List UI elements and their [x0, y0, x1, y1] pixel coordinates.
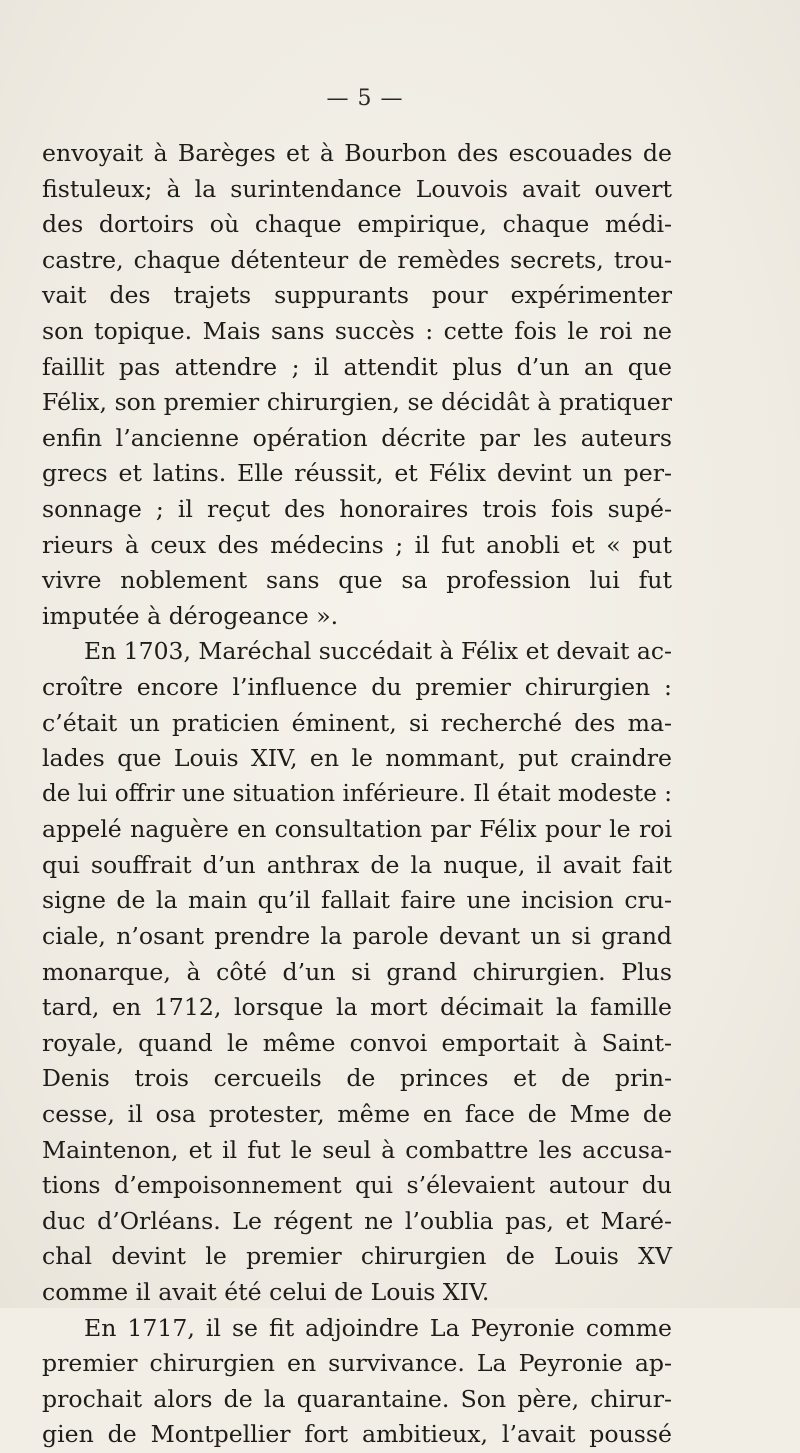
text-line: son topique. Mais sans succès : cette fois le roi ne	[42, 316, 672, 345]
text-line: chal devint le premier chirurgien de Louis XV	[42, 1242, 672, 1271]
text-line: fistuleux; à la surintendance Louvois avait ouvert	[42, 174, 672, 203]
text-line: cesse, il osa protester, même en face de Mme de	[42, 1100, 672, 1129]
text-line: imputée à dérogeance ».	[42, 601, 339, 630]
text-line: prochait alors de la quarantaine. Son père, chirur-	[42, 1384, 672, 1413]
text-line: des dortoirs où chaque empirique, chaque médi-	[42, 210, 672, 239]
text-line: grecs et latins. Elle réussit, et Félix devint un per-	[42, 459, 672, 488]
text-line: signe de la main qu’il fallait faire une incision cru-	[42, 886, 672, 915]
text-line: appelé naguère en consultation par Félix pour le roi	[42, 815, 672, 844]
text-line: croître encore l’influence du premier chirurgien :	[42, 672, 672, 701]
text-line: duc d’Orléans. Le régent ne l’oublia pas, et Maré-	[42, 1206, 672, 1235]
text-line: gien de Montpellier fort ambitieux, l’avait poussé	[42, 1420, 672, 1449]
text-line: royale, quand le même convoi emportait à Saint-	[42, 1028, 672, 1057]
text-line: c’était un praticien éminent, si recherché des ma-	[42, 708, 672, 737]
paragraph	[42, 136, 672, 634]
text-line: enfin l’ancienne opération décrite par les auteurs	[42, 423, 672, 452]
text-line: monarque, à côté d’un si grand chirurgien. Plus	[42, 957, 672, 986]
text-line: castre, chaque détenteur de remèdes secrets, trou-	[42, 245, 672, 274]
text-line: sonnage ; il reçut des honoraires trois fois supé-	[42, 494, 672, 523]
text-line: rieurs à ceux des médecins ; il fut anobli et « put	[42, 530, 672, 559]
text-line: En 1717, il se fit adjoindre La Peyronie comme	[84, 1313, 672, 1342]
text-line: vivre noblement sans que sa profession lui fut	[42, 566, 672, 595]
text-line: envoyait à Barèges et à Bourbon des escouades de	[42, 139, 672, 167]
text-line: En 1703, Maréchal succédait à Félix et devait ac-	[84, 637, 672, 666]
paragraph	[42, 634, 672, 1310]
text-line: premier chirurgien en survivance. La Peyronie ap-	[42, 1349, 672, 1378]
text-line: Denis trois cercueils de princes et de prin-	[42, 1064, 672, 1093]
text-line: comme il avait été celui de Louis XIV.	[42, 1278, 490, 1306]
page-number: — 5 —	[326, 86, 404, 111]
text-line: vait des trajets suppurants pour expérimenter	[42, 281, 672, 310]
text-line: Maintenon, et il fut le seul à combattre les accusa-	[42, 1135, 672, 1164]
text-line: de lui offrir une situation inférieure. Il était modeste :	[42, 780, 672, 807]
text-line: Félix, son premier chirurgien, se décidât à pratiquer	[42, 388, 672, 417]
text-line: lades que Louis XIV, en le nommant, put craindre	[42, 744, 672, 773]
body-text	[42, 136, 672, 1453]
text-line: faillit pas attendre ; il attendit plus d’un an que	[42, 352, 672, 381]
text-line: ciale, n’osant prendre la parole devant un si grand	[42, 922, 672, 951]
text-line: qui souffrait d’un anthrax de la nuque, il avait fait	[42, 850, 672, 879]
text-line: tions d’empoisonnement qui s’élevaient autour du	[42, 1171, 672, 1200]
paragraph	[42, 1311, 672, 1453]
text-line: tard, en 1712, lorsque la mort décimait la famille	[42, 993, 672, 1022]
